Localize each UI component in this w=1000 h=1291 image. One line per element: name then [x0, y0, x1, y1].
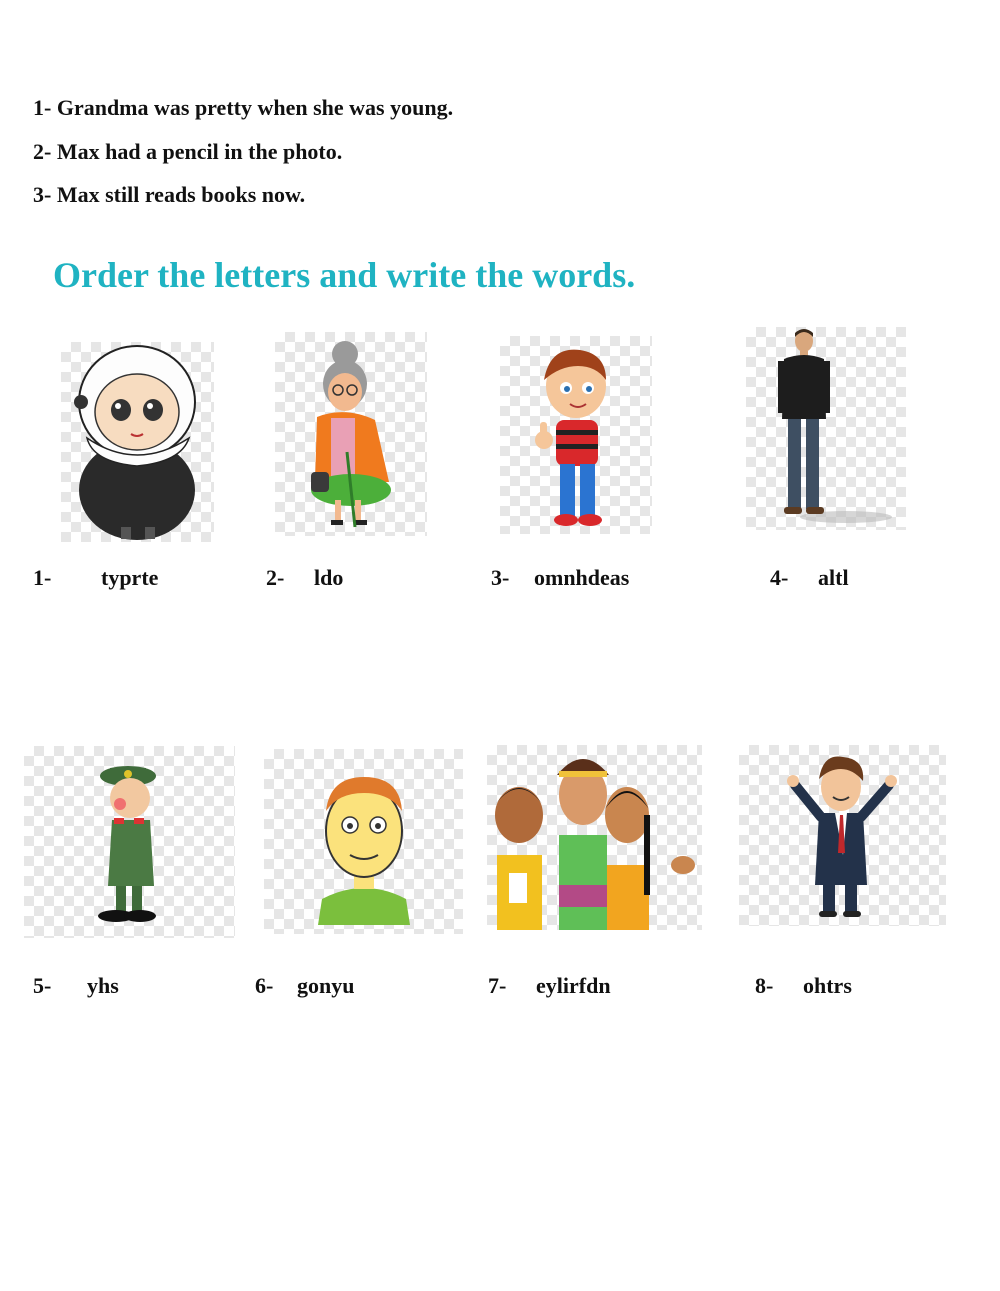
boy-thumbs-up-illustration: [500, 336, 652, 534]
item-number: 8-: [755, 973, 774, 998]
shy-soldier-illustration: [24, 746, 235, 938]
scrambled-word: yhs: [87, 973, 119, 998]
item-number: 7-: [488, 973, 507, 998]
item-label-2: [266, 565, 343, 591]
statement-2: 2- Max had a pencil in the photo.: [33, 139, 343, 164]
short-man-illustration: [739, 745, 946, 926]
item-number: 5-: [33, 973, 52, 998]
item-number: 3-: [491, 565, 510, 590]
item-label-6: [255, 973, 354, 999]
scrambled-word: altl: [818, 565, 849, 590]
scrambled-word: eylirfdn: [536, 973, 611, 998]
item-number: 2-: [266, 565, 285, 590]
section-heading: Order the letters and write the words.: [53, 255, 636, 295]
scrambled-word: ldo: [314, 565, 344, 590]
item-label-7: [488, 973, 611, 999]
scrambled-word: gonyu: [297, 973, 355, 998]
item-number: 1-: [33, 565, 52, 590]
item-label-3: [491, 565, 629, 591]
item-label-5: [33, 973, 119, 999]
girl-in-hijab-illustration: [61, 342, 214, 542]
statement-1: 1- Grandma was pretty when she was young.: [33, 95, 454, 120]
tall-man-illustration: [746, 327, 906, 530]
scrambled-word: typrte: [101, 565, 159, 590]
young-man-illustration: [264, 749, 463, 934]
item-number: 6-: [255, 973, 274, 998]
item-label-4: [770, 565, 849, 591]
item-label-1: [33, 565, 158, 591]
old-woman-illustration: [275, 332, 427, 536]
statement-3: 3- Max still reads books now.: [33, 182, 306, 207]
friendly-group-illustration: [487, 745, 702, 930]
item-label-8: [755, 973, 852, 999]
scrambled-word: ohtrs: [803, 973, 852, 998]
scrambled-word: omnhdeas: [534, 565, 630, 590]
item-number: 4-: [770, 565, 789, 590]
